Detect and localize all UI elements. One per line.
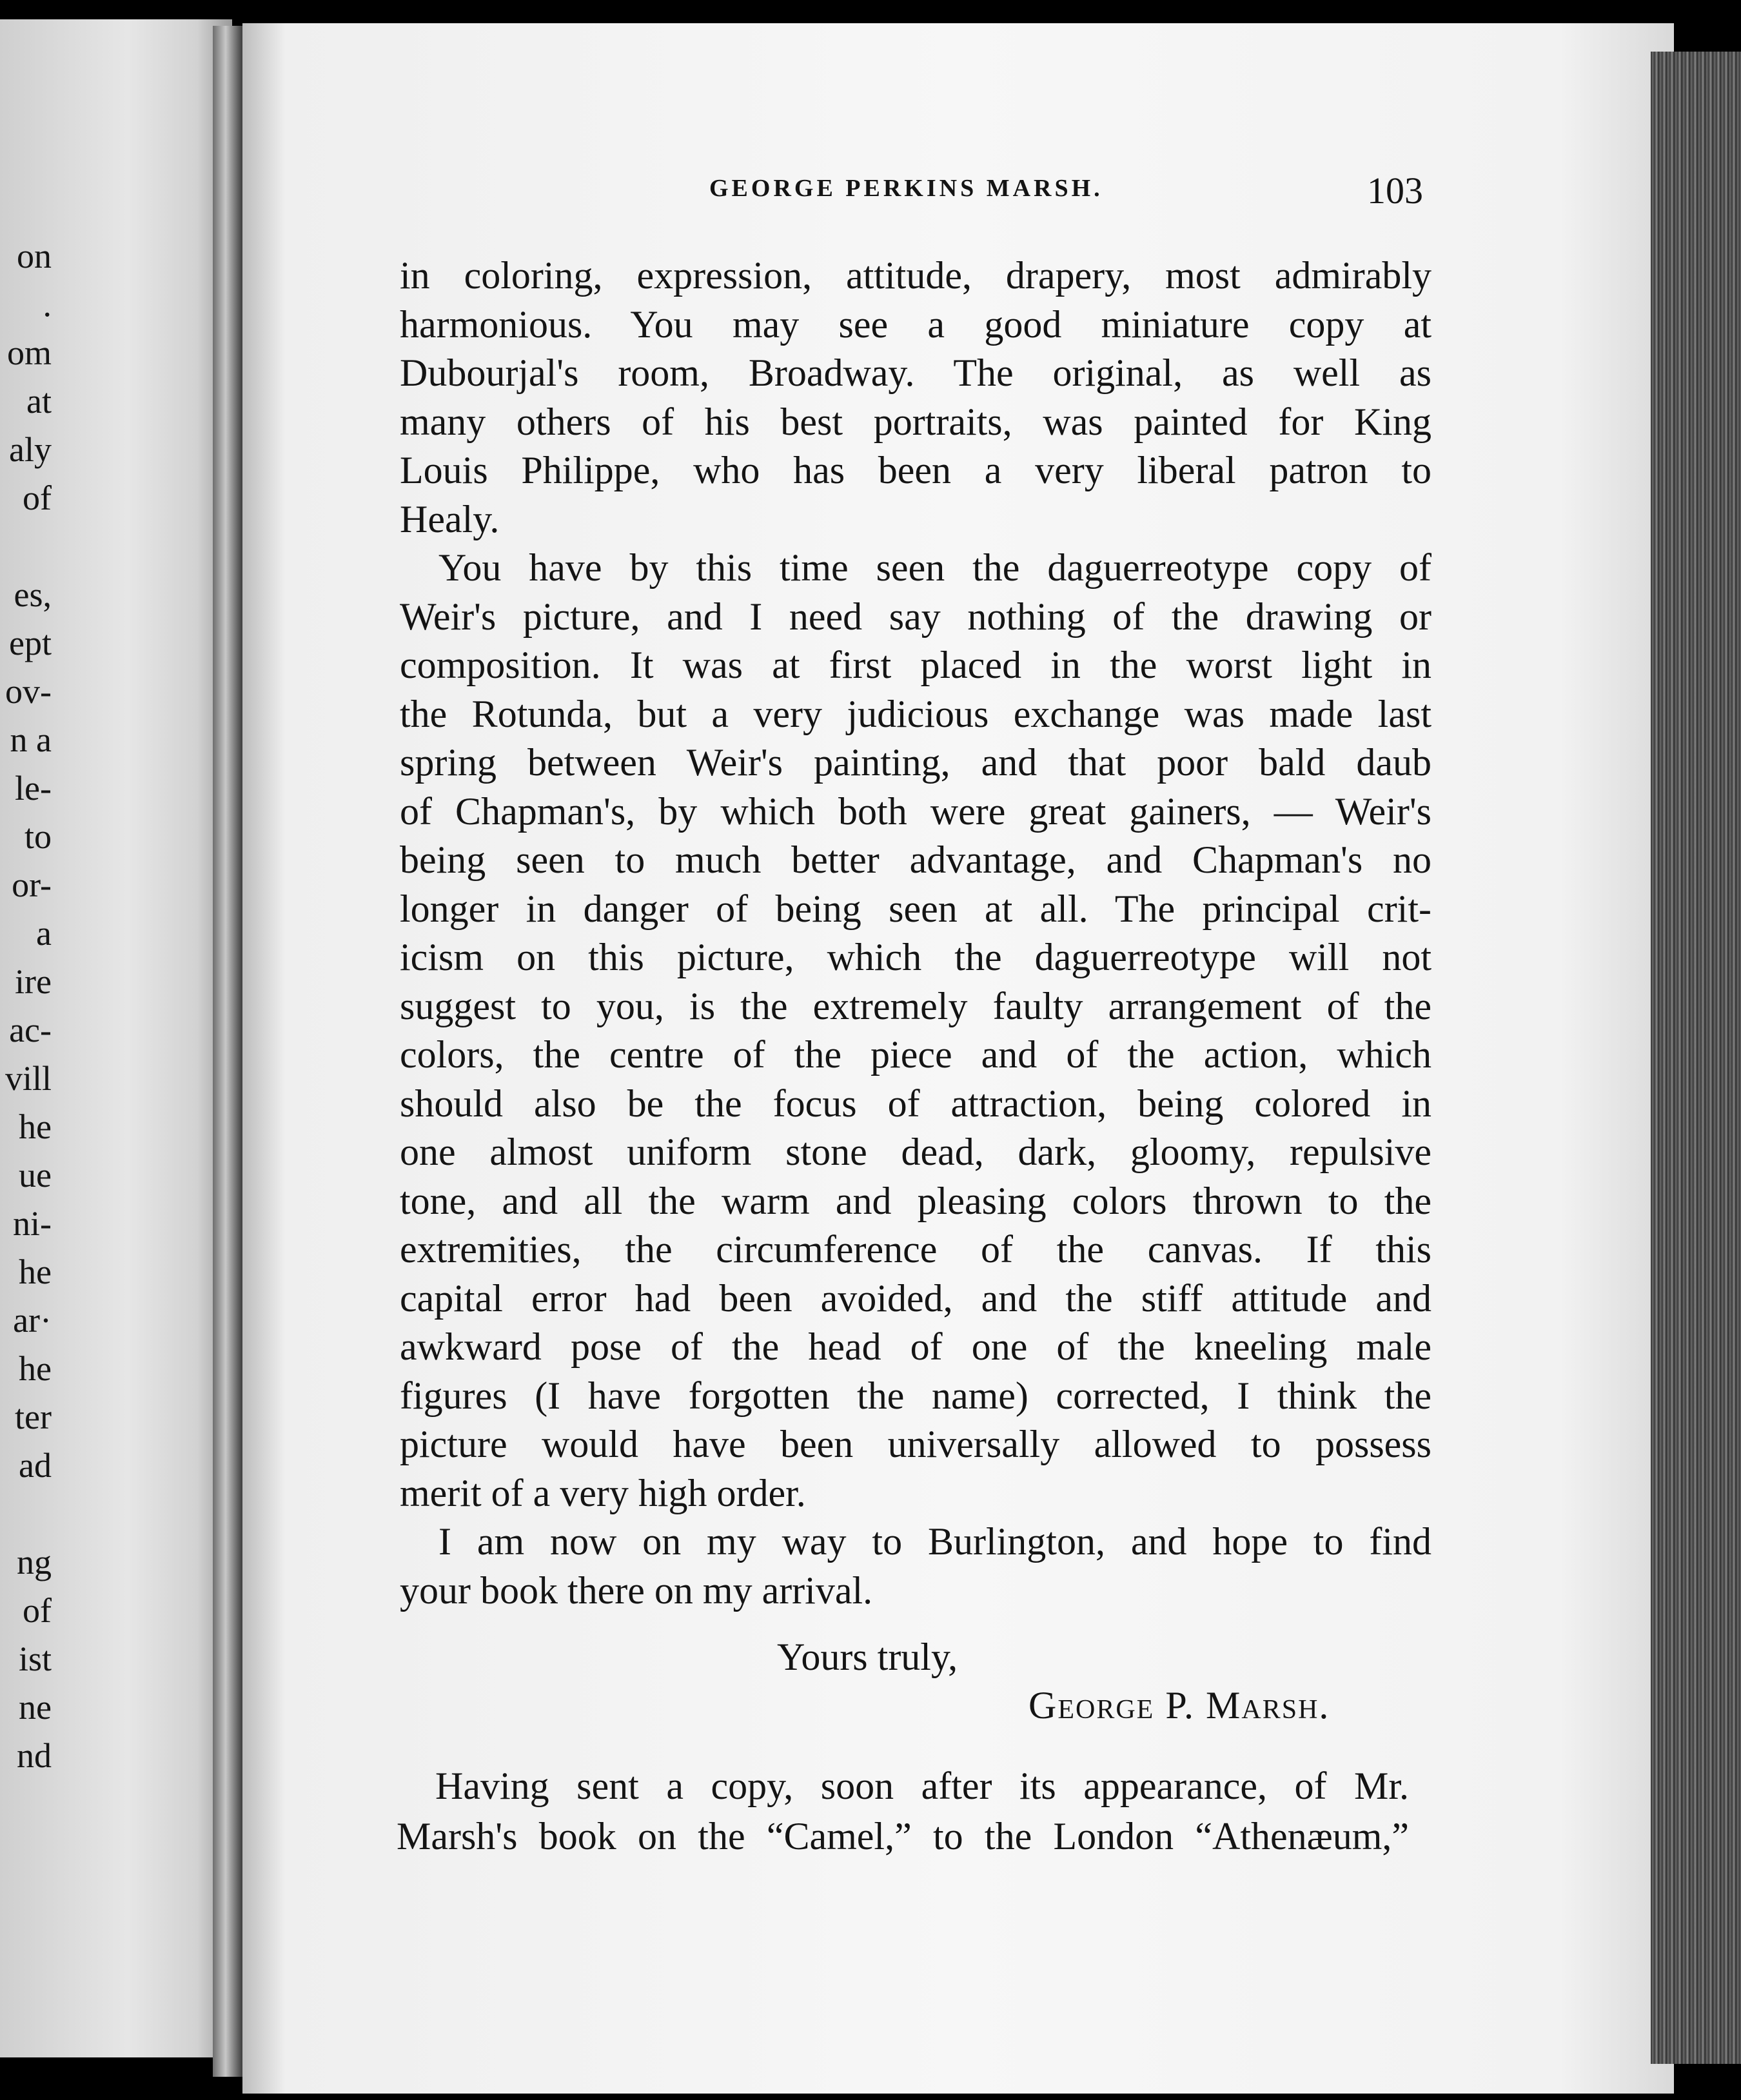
text-line: being seen to much better advantage, and Chapman's no xyxy=(400,838,1431,881)
text-line: capital error had been avoided, and the stiff attitude and xyxy=(400,1276,1431,1320)
text-line: merit of a very high order. xyxy=(400,1471,806,1514)
left-page-fragment: n a xyxy=(10,720,52,759)
text-line: awkward pose of the head of one of the kneeling male xyxy=(400,1325,1431,1368)
left-page-fragment: of xyxy=(23,1591,52,1630)
left-page-fragment xyxy=(0,522,52,571)
text-line: extremities, the circumference of the canvas. If this xyxy=(400,1228,1431,1271)
left-page-fragment: ue xyxy=(19,1156,52,1194)
left-page-fragment: le- xyxy=(15,769,52,807)
text-line: of Chapman's, by which both were great gainers, — Weir's xyxy=(400,789,1431,833)
left-page-fragment: ni- xyxy=(13,1204,52,1243)
left-page-fragment: ad xyxy=(19,1446,52,1485)
letter-signature: George P. Marsh. xyxy=(1028,1684,1330,1727)
text-line: many others of his best portraits, was painted for King xyxy=(400,400,1431,443)
text-line: should also be the focus of attraction, being colored in xyxy=(400,1082,1431,1125)
left-page-fragment: ar· xyxy=(13,1301,52,1340)
left-page-fragment: ter xyxy=(15,1398,52,1436)
text-line: spring between Weir's painting, and that poor bald daub xyxy=(400,741,1431,784)
left-page-fragment: ept xyxy=(9,624,52,662)
left-page-fragment: aly xyxy=(9,430,52,469)
left-page-fragment: ov- xyxy=(5,672,52,711)
left-page-fragment: on xyxy=(17,237,52,275)
paragraph xyxy=(400,544,1431,1518)
left-page-fragment: he xyxy=(19,1107,52,1146)
left-page-fragment: vill xyxy=(5,1059,52,1098)
text-line: the Rotunda, but a very judicious exchange was made last xyxy=(400,692,1431,735)
left-page-fragment xyxy=(0,1490,52,1538)
text-line: Weir's picture, and I need say nothing of the drawing or xyxy=(400,595,1431,638)
paragraph xyxy=(400,1518,1431,1615)
book-gutter xyxy=(213,26,245,2077)
left-page-fragment: om xyxy=(6,333,52,372)
text-line: suggest to you, is the extremely faulty arrangement of the xyxy=(400,984,1431,1027)
text-line: figures (I have forgotten the name) corrected, I think the xyxy=(400,1374,1431,1417)
left-page-fragment: of xyxy=(23,479,52,517)
left-page-fragment: ng xyxy=(17,1543,52,1581)
left-page-fragment: a xyxy=(36,914,52,953)
left-page-fragment: ac- xyxy=(9,1011,52,1049)
text-line: composition. It was at first placed in the worst light in xyxy=(400,644,1431,686)
text-line: tone, and all the warm and pleasing colors thrown to the xyxy=(400,1179,1431,1222)
letter-body xyxy=(400,252,1431,1615)
page-number: 103 xyxy=(1367,170,1423,212)
text-line: Having sent a copy, soon after its appearance, of Mr. xyxy=(435,1765,1409,1807)
left-page-fragment: es, xyxy=(14,575,52,614)
page-fore-edge xyxy=(1651,52,1741,2064)
text-line: Dubourjal's room, Broadway. The original, as well as xyxy=(400,352,1431,394)
text-line: Healy. xyxy=(400,497,500,540)
text-line: harmonious. You may see a good miniature copy at xyxy=(400,302,1431,346)
text-line: in coloring, expression, attitude, drapery, most admirably xyxy=(400,254,1431,297)
text-line: You have by this time seen the daguerreotype copy of xyxy=(438,546,1431,589)
left-page-fragment: he xyxy=(19,1253,52,1291)
left-page-fragment: he xyxy=(19,1349,52,1388)
next-paragraph xyxy=(397,1761,1409,1861)
left-page-fragment: ne xyxy=(19,1688,52,1727)
left-page-fragment: . xyxy=(43,285,52,324)
paragraph xyxy=(400,252,1431,544)
text-line: your book there on my arrival. xyxy=(400,1569,873,1612)
left-page-text-fragments xyxy=(0,232,52,1780)
left-page-fragment: or- xyxy=(12,866,52,904)
left-page-fragment: to xyxy=(24,817,52,856)
text-line: longer in danger of being seen at all. The principal crit- xyxy=(400,887,1431,930)
text-line: icism on this picture, which the daguerreotype will not xyxy=(400,936,1431,978)
left-page-fragment: ire xyxy=(15,962,52,1001)
text-line: Marsh's book on the “Camel,” to the London “Athenæum,” xyxy=(397,1815,1409,1857)
text-line: picture would have been universally allowed to possess xyxy=(400,1423,1431,1465)
left-page-fragment: at xyxy=(26,382,52,421)
left-page-fragment: nd xyxy=(17,1736,52,1775)
left-page-fragment: ist xyxy=(18,1639,52,1678)
letter-closing: Yours truly, xyxy=(777,1636,958,1678)
text-line: Louis Philippe, who has been a very liberal patron to xyxy=(400,449,1431,491)
text-line: one almost uniform stone dead, dark, gloomy, repulsive xyxy=(400,1131,1431,1173)
running-head: GEORGE PERKINS MARSH. xyxy=(709,175,1103,202)
text-line: colors, the centre of the piece and of the action, which xyxy=(400,1033,1431,1076)
text-line: I am now on my way to Burlington, and hope to find xyxy=(438,1520,1431,1563)
